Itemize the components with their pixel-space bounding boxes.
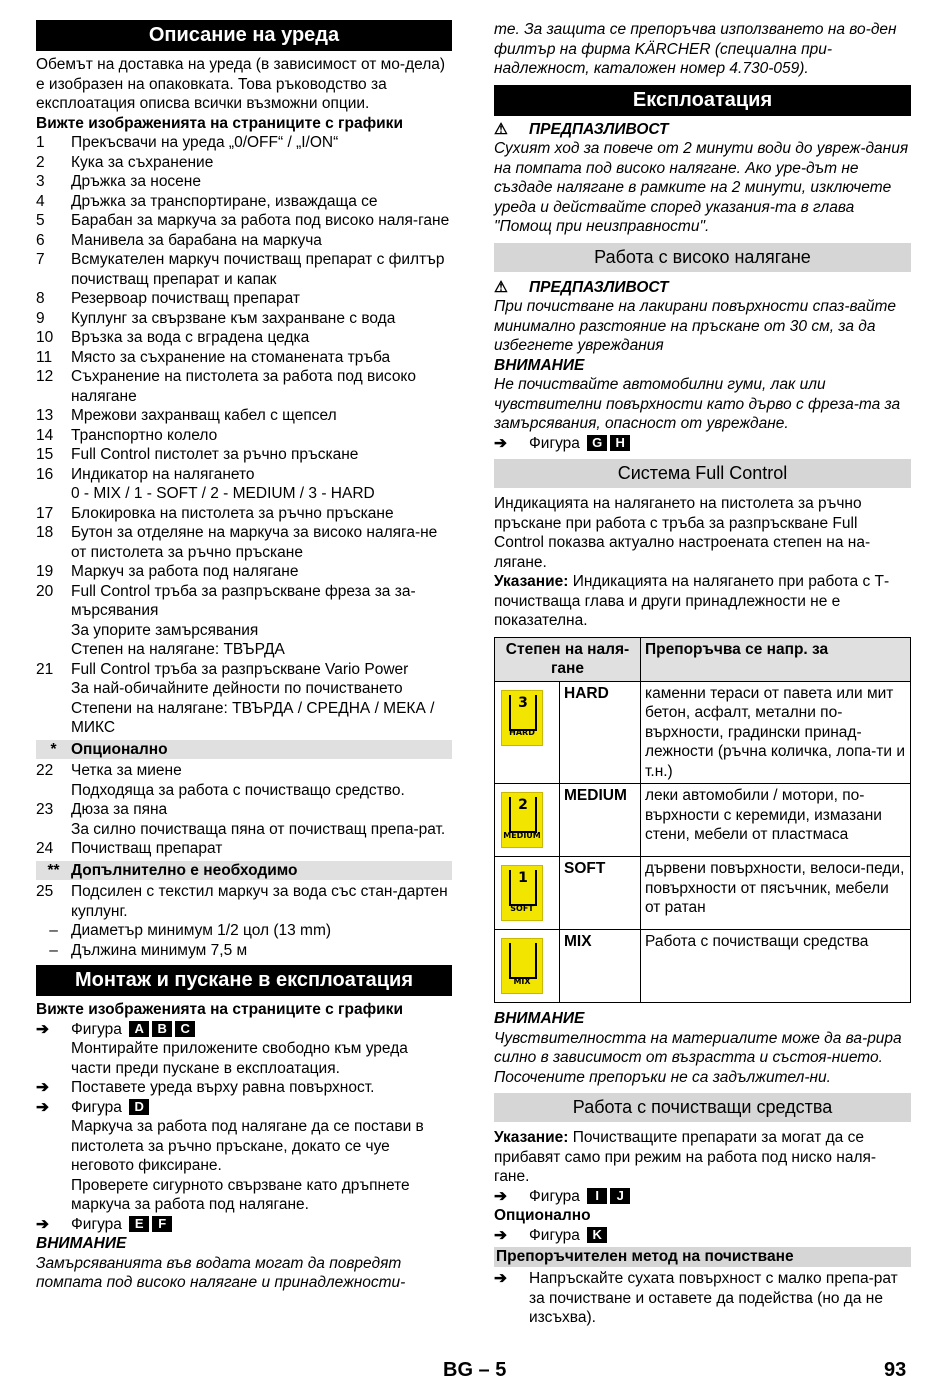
list-item (36, 426, 452, 446)
note-1 (494, 572, 911, 631)
item-text: Диаметър минимум 1/2 цол (13 mm) (71, 922, 332, 939)
item-number (36, 484, 71, 504)
list-item (36, 484, 452, 504)
note-label: Указание: (494, 1129, 569, 1146)
extra-mark: ** (47, 861, 60, 879)
arrow-icon: ➔ (494, 434, 507, 452)
fence-icon (501, 865, 543, 921)
list-item (36, 309, 452, 329)
figure-ref-h[interactable]: H (610, 435, 630, 451)
item-number (36, 679, 71, 699)
extra-label: Допълнително е необходимо (71, 861, 298, 879)
item-text: Четка за миене (71, 762, 182, 779)
caution-text-2: При почистване на лакирани повърхности спаз-вайте минимално разстояние на пръскане от 30 см, за да избегнете увреждания (494, 298, 897, 354)
item-number: 16 (36, 465, 54, 483)
note-label: Указание: (494, 573, 569, 590)
item-number (36, 621, 71, 641)
item-number: 1 (36, 134, 45, 151)
list-item (36, 781, 452, 801)
list-item (36, 445, 452, 465)
extra-parts-list (36, 882, 452, 921)
item-number: 3 (36, 173, 45, 190)
intro-paragraph: Обемът на доставка на уреда (в зависимост от мо-дела) е изобразен на опаковката. Това ръководство за експлоатация описва всички възможни опции. (36, 56, 446, 112)
item-number: 11 (36, 348, 53, 366)
list-item (36, 921, 452, 941)
recommended-use: Работа с почистващи средства (641, 930, 911, 1003)
place-text: Поставете уреда върху равна повърхност. (71, 1079, 375, 1096)
hose-text: Маркуча за работа под налягане да се постави в пистолета за ръчно пръскане, докато се чуе неговото фиксиране. (71, 1118, 424, 1174)
step-figure-k (494, 1226, 911, 1246)
item-number: 23 (36, 801, 54, 818)
list-item (36, 133, 452, 153)
detergent-icon (501, 938, 543, 994)
list-item (36, 761, 452, 781)
attention-text-1: Не почиствайте автомобилни гуми, лак или чувствителни повърхности като дърво с фреза-та за замърсявания, опасност от увреждане. (494, 376, 901, 432)
list-item (36, 231, 452, 251)
item-text: Full Control пистолет за ръчно пръскане (71, 446, 359, 463)
continued-text: те. За защита се препоръчва използването на во-ден филтър на фирма KÄRCHER (специална при-надлежност, каталожен номер 4.730-059). (494, 21, 897, 77)
gauge-digit: 3 (509, 695, 537, 731)
item-text: Подходяща за работа с почистващо средство. (71, 781, 405, 799)
item-text: Транспортно колело (71, 426, 218, 444)
figure-ref-i[interactable]: I (587, 1188, 607, 1204)
recommended-use: леки автомобили / мотори, по-върхности с керемиди, измазани стени, мебели от пластмаса (641, 784, 911, 857)
list-item (36, 523, 452, 562)
item-text: Барабан за маркуча за работа под високо наля-гане (71, 212, 450, 229)
figure-ref-b[interactable]: B (152, 1021, 172, 1037)
see-graphics-note: Вижте изображенията на страниците с графики (36, 114, 403, 132)
attention-text-2: Чувствителността на материалите може да ва-рира силно в зависимост от възрастта и състоя-нието. Посочените препоръки не са задължител-ни. (494, 1029, 902, 1086)
table-header-recommended: Препоръчва се напр. за (641, 637, 911, 681)
item-text: Блокировка на пистолета за ръчно пръскане (71, 504, 394, 522)
optional-label: Опционално (494, 1207, 591, 1224)
item-text: Дължина минимум 7,5 м (71, 941, 248, 959)
item-number: – (49, 941, 58, 959)
item-text: Степени на налягане: ТВЪРДА / СРЕДНА / МЕКА / МИКС (71, 699, 435, 736)
section-title-full-control: Система Full Control (494, 459, 911, 488)
figure-label: Фигура (71, 1020, 122, 1038)
gauge-digit: 1 (509, 870, 537, 906)
list-item (36, 348, 452, 368)
item-number: 21 (36, 660, 54, 678)
check-text: Проверете сигурното свързване като дръпнете маркуча за работа под налягане. (71, 1176, 410, 1213)
figure-label: Фигура (529, 1187, 580, 1205)
figure-label: Фигура (529, 434, 580, 452)
method-text: Напръскайте сухата повърхност с малко препа-рат за почистване и оставете да подейства (но да не изсъхва). (529, 1270, 898, 1326)
item-number: 13 (36, 407, 54, 424)
item-text: За силно почистваща пяна от почистващ препа-рат. (71, 820, 446, 838)
step-figure-d (36, 1098, 452, 1118)
item-number: 18 (36, 524, 54, 541)
list-item (36, 660, 452, 680)
item-number: 22 (36, 762, 54, 779)
item-number: 5 (36, 212, 45, 229)
arrow-icon: ➔ (36, 1215, 49, 1233)
table-row (495, 930, 911, 1003)
left-column (36, 20, 452, 1293)
list-item (36, 153, 452, 173)
pressure-level: MIX (560, 930, 641, 1003)
step-figure-ef (36, 1215, 452, 1235)
arrow-icon: ➔ (36, 1020, 49, 1038)
item-text: Степен на налягане: ТВЪРДА (71, 641, 285, 658)
item-text: Маркуч за работа под налягане (71, 563, 299, 580)
item-text: Място за съхранение на стоманената тръба (71, 348, 391, 366)
optional-heading (36, 740, 452, 760)
item-text: Куплунг за свързване към захранване с вода (71, 309, 396, 327)
arrow-icon: ➔ (36, 1098, 49, 1116)
pressure-icon-cell (495, 681, 560, 784)
item-text: За упорите замърсявания (71, 621, 259, 639)
pressure-level: HARD (560, 681, 641, 784)
item-number: 10 (36, 329, 54, 346)
section-title-high-pressure: Работа с високо налягане (494, 243, 911, 272)
attention-heading: ВНИМАНИЕ (494, 1010, 585, 1027)
section-title-description: Описание на уреда (36, 20, 452, 51)
list-item (36, 192, 452, 212)
figure-label: Фигура (71, 1215, 122, 1233)
section-title-method: Препоръчителен метод на почистване (494, 1247, 911, 1267)
list-item (36, 289, 452, 309)
arrow-icon: ➔ (494, 1226, 507, 1244)
figure-ref-a[interactable]: A (129, 1021, 149, 1037)
note-text: Почистващите препарати за могат да се прибавят само при режим на работа под ниско наля-гане. (494, 1129, 877, 1185)
item-text: Съхранение на пистолета за работа под високо налягане (71, 368, 417, 405)
pressure-icon-cell (495, 930, 560, 1003)
table-row (495, 784, 911, 857)
item-number: 19 (36, 563, 54, 580)
item-number: 24 (36, 840, 54, 857)
item-text: Full Control тръба за разпръскване фреза за за-мърсявания (71, 582, 416, 619)
hose-requirements-list (36, 921, 452, 960)
step-figure-gh (494, 434, 911, 454)
arrow-icon: ➔ (36, 1079, 49, 1096)
list-item (36, 941, 452, 961)
list-item (36, 504, 452, 524)
list-item (36, 800, 452, 820)
figure-label: Фигура (529, 1226, 580, 1244)
see-graphics-note-2: Вижте изображенията на страниците с графики (36, 1001, 403, 1018)
list-item (36, 211, 452, 231)
figure-ref-d[interactable]: D (129, 1099, 149, 1115)
list-item (36, 679, 452, 699)
table-row (495, 681, 911, 784)
figure-ref-f[interactable]: F (152, 1216, 172, 1232)
list-item (36, 882, 452, 921)
caution-label: ПРЕДПАЗЛИВОСТ (529, 278, 669, 296)
mount-text: Монтирайте приложените свободно към уреда части преди пускане в експлоатация. (71, 1040, 408, 1077)
note-text: Индикацията на налягането при работа с Т-почистваща глава и други принадлежности не е показателна. (494, 573, 890, 629)
list-item (36, 367, 452, 406)
gauge-digit: 2 (509, 797, 537, 833)
recommended-use: каменни тераси от павета или мит бетон, асфалт, метални по-върхности, градински принад-лежности (ръчна количка, лопа-ти и т.н.) (641, 681, 911, 784)
table-header-level: Степен на наля-гане (495, 637, 641, 681)
item-text: Почистващ препарат (71, 840, 223, 857)
figure-ref-j[interactable]: J (610, 1188, 630, 1204)
warning-icon: ⚠ (494, 120, 508, 138)
table-header-row (495, 637, 911, 681)
gauge-label: MEDIUM (503, 830, 541, 840)
recommended-use: дървени повърхности, велоси-педи, повърхности от пясъчник, мебели от ратан (641, 857, 911, 930)
list-item (36, 699, 452, 738)
figure-label: Фигура (71, 1098, 122, 1116)
page-label: BG – 5 (443, 1359, 507, 1381)
list-item (36, 582, 452, 621)
car-icon (501, 792, 543, 848)
attention-heading: ВНИМАНИЕ (36, 1235, 127, 1252)
item-text: Всмукателен маркуч почистващ препарат с филтър почистващ препарат и капак (71, 251, 445, 288)
item-number: 14 (36, 426, 54, 444)
bricks-icon (501, 690, 543, 746)
item-text: Мрежови захранващ кабел с щепсел (71, 407, 337, 424)
item-number (36, 820, 71, 840)
item-number (36, 699, 71, 738)
item-text: Прекъсвачи на уреда „0/OFF“ / „I/ON“ (71, 134, 339, 151)
list-item (36, 250, 452, 289)
attention-text: Замърсяванията във водата могат да повредят помпата под високо налягане и принадлежности- (36, 1254, 406, 1291)
item-text: Бутон за отделяне на маркуча за високо наляга-не от пистолета за ръчно пръскане (71, 524, 438, 561)
list-item (36, 406, 452, 426)
gauge-label: HARD (509, 728, 535, 737)
step-figure-abc (36, 1020, 452, 1040)
pressure-level: SOFT (560, 857, 641, 930)
item-text: Индикатор на налягането (71, 465, 255, 483)
list-item (36, 328, 452, 348)
optional-mark: * (50, 740, 57, 758)
arrow-icon: ➔ (494, 1187, 507, 1205)
optional-label: Опционално (71, 740, 168, 758)
figure-ref-e[interactable]: E (129, 1216, 149, 1232)
item-text: Резервоар почистващ препарат (71, 290, 300, 307)
item-text: Дръжка за носене (71, 173, 201, 190)
figure-ref-k[interactable]: K (587, 1227, 607, 1243)
list-item (36, 172, 452, 192)
item-number: 12 (36, 368, 54, 385)
pressure-table (494, 637, 911, 1004)
right-column (494, 20, 911, 1328)
list-item (36, 465, 452, 485)
step-method (494, 1269, 911, 1328)
item-number: 4 (36, 192, 45, 210)
section-title-operation: Експлоатация (494, 85, 911, 116)
full-control-text: Индикацията на налягането на пистолета за ръчно пръскане при работа с тръба за разпръскване Full Control показва актуално настроената степен на на-лягане. (494, 495, 871, 571)
item-number: 7 (36, 251, 45, 268)
parts-list (36, 133, 452, 738)
attention-heading: ВНИМАНИЕ (494, 356, 585, 374)
pressure-icon-cell (495, 784, 560, 857)
item-text: Подсилен с текстил маркуч за вода със стан-дартен куплунг. (71, 883, 448, 920)
item-number: 25 (36, 883, 54, 900)
item-number: 8 (36, 290, 45, 307)
list-item (36, 820, 452, 840)
caution-heading-1 (494, 120, 911, 140)
figure-ref-g[interactable]: G (587, 435, 607, 451)
gauge-label: SOFT (510, 903, 534, 913)
step-place (36, 1078, 452, 1098)
item-number (36, 781, 71, 801)
section-title-mounting: Монтаж и пускане в експлоатация (36, 965, 452, 996)
note-2 (494, 1128, 911, 1187)
item-text: За най-обичайните дейности по почистването (71, 680, 403, 697)
pressure-level: MEDIUM (560, 784, 641, 857)
section-title-detergent: Работа с почистващи средства (494, 1093, 911, 1122)
optional-parts-list (36, 761, 452, 859)
step-figure-ij (494, 1187, 911, 1207)
item-number: – (49, 922, 58, 939)
caution-heading-2 (494, 278, 911, 298)
item-number: 20 (36, 582, 54, 600)
warning-icon: ⚠ (494, 278, 508, 296)
arrow-icon: ➔ (494, 1270, 507, 1287)
item-number (36, 640, 71, 660)
extra-heading (36, 861, 452, 881)
item-text: Манивела за барабана на маркуча (71, 231, 322, 249)
table-body (495, 681, 911, 1003)
item-text: Дюза за пяна (71, 801, 168, 818)
item-number: 15 (36, 446, 54, 463)
list-item (36, 839, 452, 859)
item-number: 6 (36, 231, 45, 249)
list-item (36, 562, 452, 582)
gauge-label: MIX (513, 976, 531, 986)
item-text: Дръжка за транспортиране, изваждаща се (71, 192, 378, 210)
item-text: Full Control тръба за разпръскване Vario Power (71, 660, 409, 678)
item-number: 2 (36, 153, 45, 171)
item-text: 0 - MIX / 1 - SOFT / 2 - MEDIUM / 3 - HARD (71, 485, 375, 502)
list-item (36, 640, 452, 660)
caution-text-1: Сухият ход за повече от 2 минути води до увреж-дания на помпата под високо налягане. Ако уре-дът не създаде налягане в рамките на 2 минути, изключете уреда и действайте според указания-та в глава "Помощ при неизправности". (494, 140, 909, 235)
pressure-icon-cell (495, 857, 560, 930)
item-text: Кука за съхранение (71, 153, 214, 171)
item-number: 9 (36, 309, 45, 327)
list-item (36, 621, 452, 641)
item-text: Връзка за вода с вградена цедка (71, 329, 310, 346)
table-row (495, 857, 911, 930)
figure-ref-c[interactable]: C (175, 1021, 195, 1037)
caution-label: ПРЕДПАЗЛИВОСТ (529, 120, 669, 138)
page-number: 93 (884, 1359, 907, 1381)
item-number: 17 (36, 504, 54, 522)
